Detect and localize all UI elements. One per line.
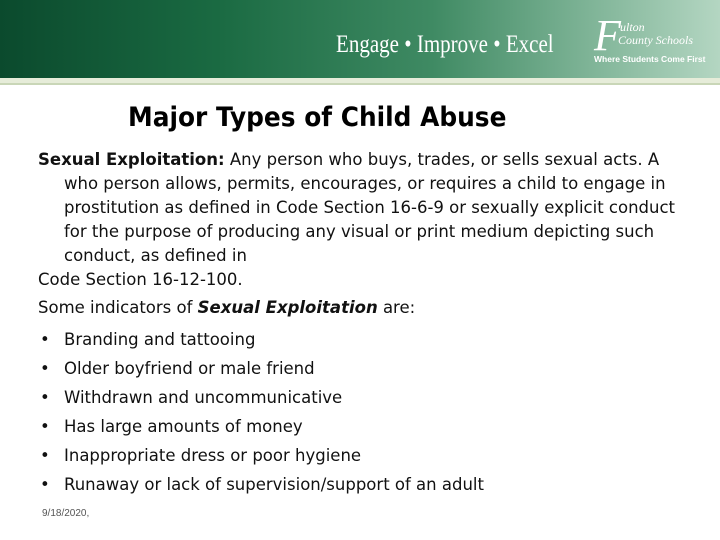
list-item	[38, 383, 698, 412]
logo-initial: F	[594, 11, 621, 60]
indicators-list	[38, 325, 698, 499]
fulton-county-schools-logo	[592, 12, 716, 70]
list-item	[38, 325, 698, 354]
code-reference: Code Section 16-12-100.	[38, 270, 243, 289]
logo-tagline: Where Students Come First	[594, 54, 706, 64]
bullet-icon: •	[40, 475, 50, 494]
list-item-text: Older boyfriend or male friend	[64, 359, 315, 378]
list-item	[38, 354, 698, 383]
list-item-text: Inappropriate dress or poor hygiene	[64, 446, 362, 465]
header-banner	[0, 0, 720, 78]
indicators-intro	[38, 296, 698, 320]
list-item-text: Has large amounts of money	[64, 417, 303, 436]
bullet-icon: •	[40, 359, 50, 378]
footer-date: 9/18/2020,	[42, 508, 90, 519]
definition-term: Sexual Exploitation:	[38, 150, 225, 169]
indicators-intro-before: Some indicators of	[38, 298, 198, 317]
bullet-icon: •	[40, 446, 50, 465]
slide-body	[38, 148, 698, 499]
indicators-intro-after: are:	[377, 298, 416, 317]
list-item-text: Branding and tattooing	[64, 330, 256, 349]
header-divider-shadow	[0, 83, 720, 85]
header-tagline: Engage • Improve • Excel	[336, 31, 554, 58]
definition-paragraph	[38, 148, 698, 268]
bullet-icon: •	[40, 330, 50, 349]
bullet-icon: •	[40, 388, 50, 407]
list-item-text: Withdrawn and uncommunicative	[64, 388, 343, 407]
definition-text: Any person who buys, trades, or sells sexual acts. A who person allows, permits, encourages, or requires a child to engage in prostitution as defined in Code Section 16-6-9 or sexually explicit conduct for the purpose of producing any visual or print medium depicting such conduct, as defined in	[64, 150, 676, 265]
logo-line-2: County Schools	[618, 33, 693, 47]
list-item-text: Runaway or lack of supervision/support of an adult	[64, 475, 484, 494]
slide-title: Major Types of Child Abuse	[128, 102, 507, 133]
list-item	[38, 412, 698, 441]
bullet-icon: •	[40, 417, 50, 436]
list-item	[38, 470, 698, 499]
indicators-intro-emphasis: Sexual Exploitation	[197, 298, 378, 317]
list-item	[38, 441, 698, 470]
logo-line-1: ulton	[620, 20, 645, 34]
